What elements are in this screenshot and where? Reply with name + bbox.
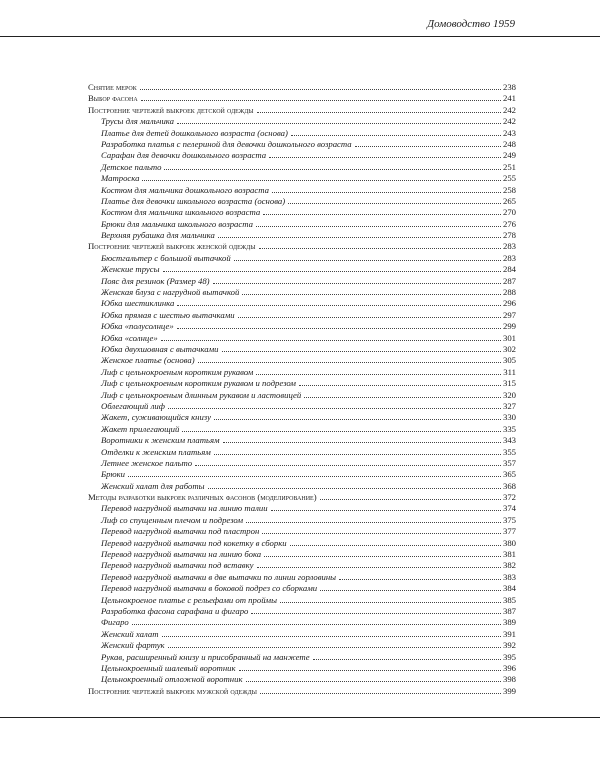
toc-entry (88, 572, 516, 583)
toc-entry-page: 305 (502, 355, 516, 366)
toc-entry-page: 335 (502, 423, 516, 434)
dot-leader (320, 589, 501, 591)
toc-entry-title: Матроска (101, 173, 140, 184)
toc-entry-title: Брюки (101, 469, 126, 480)
toc-entry-title: Цельнокроенный отложной воротник (101, 674, 243, 685)
toc-entry-title: Юбка двухшовная с вытачками (101, 343, 219, 354)
toc-entry-page: 242 (502, 116, 516, 127)
toc-entry-page: 368 (502, 480, 516, 491)
toc-entry-page: 380 (502, 537, 516, 548)
toc-entry (88, 196, 516, 207)
toc-entry-page: 287 (502, 275, 516, 286)
toc-entry-page: 243 (502, 127, 516, 138)
toc-entry-title: Лиф с цельнокроеным коротким рукавом и подрезом (101, 378, 296, 389)
toc-entry-page: 251 (502, 161, 516, 172)
toc-entry-title: Облегающий лиф (101, 400, 165, 411)
toc-entry-page: 320 (502, 389, 516, 400)
dot-leader (239, 669, 501, 671)
dot-leader (257, 111, 501, 113)
toc-entry-title: Юбка прямая с шестью вытачками (101, 309, 235, 320)
dot-leader (355, 145, 501, 147)
toc-entry (88, 367, 516, 378)
toc-entry-title: Рукав, расширенный книзу и присобранный на манжете (101, 651, 310, 662)
toc-entry (88, 298, 516, 309)
toc-entry-title: Построение чертежей выкроек женской одежды (88, 241, 256, 252)
dot-leader (163, 270, 501, 272)
toc-entry (88, 424, 516, 435)
toc-entry-title: Лиф с цельнокроеным длинным рукавом и ластовицей (101, 389, 302, 400)
toc-entry-page: 398 (502, 674, 516, 685)
toc-entry (88, 674, 516, 685)
table-of-contents (88, 82, 516, 697)
toc-entry (88, 526, 516, 537)
toc-entry (88, 447, 516, 458)
toc-entry-page: 242 (502, 104, 516, 115)
dot-leader (291, 134, 501, 136)
dot-leader (198, 361, 501, 363)
toc-entry-page: 258 (502, 184, 516, 195)
toc-entry (88, 390, 516, 401)
toc-entry (88, 287, 516, 298)
toc-entry-title: Женский халат для работы (101, 480, 205, 491)
toc-entry (88, 560, 516, 571)
dot-leader (257, 566, 501, 568)
toc-entry (88, 162, 516, 173)
dot-leader (195, 464, 501, 466)
toc-section (88, 492, 516, 503)
dot-leader (208, 487, 501, 489)
toc-entry-page: 396 (502, 662, 516, 673)
toc-entry-page: 278 (502, 230, 516, 241)
toc-entry (88, 583, 516, 594)
toc-entry-title: Платье для девочки школьного возраста (основа) (101, 195, 286, 206)
toc-entry (88, 276, 516, 287)
dot-leader (242, 293, 501, 295)
toc-entry-page: 283 (502, 252, 516, 263)
toc-entry-page: 302 (502, 343, 516, 354)
toc-entry-page: 382 (502, 560, 516, 571)
toc-entry-page: 276 (502, 218, 516, 229)
header-rule (0, 36, 600, 37)
toc-entry-title: Выбор фасона (88, 93, 138, 104)
toc-entry-page: 399 (502, 685, 516, 696)
toc-entry-page: 395 (502, 651, 516, 662)
dot-leader (222, 350, 501, 352)
toc-entry-page: 372 (502, 492, 516, 503)
toc-entry-page: 384 (502, 583, 516, 594)
toc-entry (88, 481, 516, 492)
toc-entry-title: Бюстгальтер с большой вытачкой (101, 252, 231, 263)
dot-leader (182, 430, 501, 432)
dot-leader (168, 646, 501, 648)
toc-entry-title: Женские трусы (101, 264, 160, 275)
toc-entry-page: 389 (502, 617, 516, 628)
toc-entry-title: Женский халат (101, 628, 159, 639)
toc-entry-title: Брюки для мальчика школьного возраста (101, 218, 253, 229)
toc-section (88, 686, 516, 697)
toc-entry-page: 238 (502, 82, 516, 92)
dot-leader (132, 623, 501, 625)
toc-entry (88, 139, 516, 150)
dot-leader (304, 396, 501, 398)
dot-leader (256, 225, 501, 227)
toc-entry-page: 385 (502, 594, 516, 605)
running-header-title: Домоводство 1959 (427, 18, 515, 30)
toc-entry-title: Жакет прилегающий (101, 423, 180, 434)
toc-entry-page: 248 (502, 138, 516, 149)
dot-leader (290, 544, 501, 546)
toc-entry (88, 355, 516, 366)
toc-entry (88, 378, 516, 389)
toc-entry-page: 270 (502, 207, 516, 218)
dot-leader (142, 179, 501, 181)
dot-leader (218, 236, 501, 238)
toc-entry-title: Перевод нагрудной вытачки на линию бока (101, 549, 262, 560)
toc-entry-page: 343 (502, 435, 516, 446)
toc-entry-page: 284 (502, 264, 516, 275)
toc-entry (88, 333, 516, 344)
dot-leader (256, 373, 501, 375)
dot-leader (288, 202, 501, 204)
toc-entry-title: Методы разработки выкроек различных фасонов (моделирование) (88, 492, 317, 503)
toc-entry-page: 327 (502, 400, 516, 411)
toc-entry-title: Платье для детей дошкольного возраста (основа) (101, 127, 288, 138)
toc-entry (88, 606, 516, 617)
toc-entry-title: Перевод нагрудной вытачки на линию талии (101, 503, 268, 514)
toc-entry (88, 401, 516, 412)
toc-section (88, 93, 516, 104)
toc-entry (88, 538, 516, 549)
toc-entry-title: Пояс для резинок (Размер 48) (101, 275, 210, 286)
dot-leader (234, 259, 501, 261)
toc-entry-page: 375 (502, 514, 516, 525)
toc-entry-page: 255 (502, 173, 516, 184)
toc-entry-page: 391 (502, 628, 516, 639)
toc-entry-title: Костюм для мальчика дошкольного возраста (101, 184, 269, 195)
toc-entry-title: Женская блуза с нагрудной вытачкой (101, 287, 240, 298)
toc-section (88, 241, 516, 252)
toc-entry (88, 230, 516, 241)
toc-entry (88, 549, 516, 560)
toc-section (88, 105, 516, 116)
dot-leader (168, 407, 501, 409)
toc-entry-title: Сарафан для девочки дошкольного возраста (101, 150, 267, 161)
dot-leader (264, 555, 501, 557)
toc-entry (88, 663, 516, 674)
toc-entry (88, 150, 516, 161)
toc-entry (88, 515, 516, 526)
dot-leader (299, 384, 501, 386)
toc-entry-title: Цельнокроеное платье с рельефами от проймы (101, 594, 277, 605)
toc-entry-title: Перевод нагрудной вытачки под вставку (101, 560, 254, 571)
toc-entry-page: 357 (502, 457, 516, 468)
dot-leader (246, 521, 501, 523)
dot-leader (162, 635, 501, 637)
toc-entry-page: 330 (502, 412, 516, 423)
toc-entry (88, 219, 516, 230)
toc-entry-title: Юбка «солнце» (101, 332, 158, 343)
toc-entry-title: Летнее женское пальто (101, 457, 193, 468)
toc-entry-title: Перевод нагрудной вытачки в боковой подрез со сборками (101, 583, 318, 594)
dot-leader (269, 156, 501, 158)
toc-entry-page: 387 (502, 605, 516, 616)
dot-leader (313, 658, 501, 660)
toc-entry (88, 652, 516, 663)
toc-entry (88, 617, 516, 628)
toc-entry-title: Отделки к женским платьям (101, 446, 211, 457)
dot-leader (141, 99, 501, 101)
toc-entry-title: Перевод нагрудной вытачки под кокетку в сборки (101, 537, 287, 548)
toc-entry-title: Лиф с цельнокроеным коротким рукавом (101, 366, 254, 377)
dot-leader (272, 191, 501, 193)
dot-leader (177, 122, 501, 124)
toc-entry-title: Жакет, суживающийся книзу (101, 412, 211, 423)
toc-entry-title: Снятие мерок (88, 82, 137, 92)
dot-leader (164, 168, 501, 170)
toc-entry-page: 365 (502, 469, 516, 480)
dot-leader (260, 692, 501, 694)
toc-entry-title: Построение чертежей выкроек детской одежды (88, 104, 254, 115)
toc-entry-title: Детское пальто (101, 161, 162, 172)
toc-entry-page: 383 (502, 571, 516, 582)
toc-entry (88, 469, 516, 480)
toc-entry (88, 264, 516, 275)
toc-entry-page: 355 (502, 446, 516, 457)
dot-leader (177, 327, 501, 329)
toc-entry-title: Перевод нагрудной вытачки в две вытачки по линии горловины (101, 571, 337, 582)
toc-entry (88, 435, 516, 446)
dot-leader (140, 88, 501, 90)
toc-entry-page: 296 (502, 298, 516, 309)
toc-entry-page: 315 (502, 378, 516, 389)
toc-entry-page: 283 (502, 241, 516, 252)
toc-entry (88, 185, 516, 196)
toc-entry-title: Разработка фасона сарафана и фигаро (101, 605, 249, 616)
toc-entry-title: Юбка шестиклинка (101, 298, 175, 309)
toc-entry-page: 241 (502, 93, 516, 104)
toc-entry-title: Женский фартук (101, 640, 165, 651)
dot-leader (339, 578, 501, 580)
toc-entry (88, 253, 516, 264)
toc-entry-page: 288 (502, 287, 516, 298)
toc-entry-title: Трусы для мальчика (101, 116, 174, 127)
dot-leader (223, 441, 501, 443)
toc-entry (88, 128, 516, 139)
toc-entry-title: Верхняя рубашка для мальчика (101, 230, 215, 241)
toc-entry-page: 392 (502, 640, 516, 651)
toc-entry-page: 377 (502, 526, 516, 537)
toc-entry-page: 311 (503, 366, 516, 377)
toc-entry-title: Цельнокроенный шалевый воротник (101, 662, 236, 673)
dot-leader (271, 509, 501, 511)
toc-entry-title: Костюм для мальчика школьного возраста (101, 207, 261, 218)
dot-leader (213, 282, 501, 284)
toc-entry-page: 299 (502, 321, 516, 332)
toc-entry-title: Построение чертежей выкроек мужской одежды (88, 685, 257, 696)
dot-leader (238, 316, 501, 318)
footer-rule (0, 717, 600, 718)
toc-entry (88, 344, 516, 355)
dot-leader (214, 418, 501, 420)
toc-entry (88, 116, 516, 127)
toc-entry-page: 374 (502, 503, 516, 514)
toc-entry (88, 503, 516, 514)
toc-entry-page: 381 (502, 549, 516, 560)
dot-leader (251, 612, 501, 614)
dot-leader (280, 601, 501, 603)
toc-entry (88, 458, 516, 469)
dot-leader (262, 532, 501, 534)
toc-entry-title: Перевод нагрудной вытачки под пластрон (101, 526, 260, 537)
toc-section (88, 82, 516, 93)
dot-leader (128, 475, 501, 477)
dot-leader (161, 339, 501, 341)
dot-leader (177, 304, 501, 306)
dot-leader (263, 213, 501, 215)
toc-entry (88, 412, 516, 423)
toc-entry (88, 640, 516, 651)
dot-leader (320, 498, 501, 500)
toc-entry-page: 265 (502, 195, 516, 206)
toc-entry-title: Юбка «полусолнце» (101, 321, 174, 332)
toc-entry-page: 297 (502, 309, 516, 320)
toc-entry (88, 207, 516, 218)
toc-entry-page: 301 (502, 332, 516, 343)
toc-entry-page: 249 (502, 150, 516, 161)
toc-entry-title: Фигаро (101, 617, 129, 628)
toc-entry (88, 173, 516, 184)
toc-entry (88, 310, 516, 321)
toc-entry (88, 629, 516, 640)
toc-entry (88, 321, 516, 332)
toc-entry-title: Воротники к женским платьям (101, 435, 220, 446)
toc-entry-title: Разработка платья с пелериной для девочки дошкольного возраста (101, 138, 352, 149)
toc-entry (88, 595, 516, 606)
toc-entry-title: Лиф со спущенным плечом и подрезом (101, 514, 243, 525)
toc-entry-title: Женское платье (основа) (101, 355, 195, 366)
dot-leader (246, 680, 501, 682)
dot-leader (214, 453, 501, 455)
dot-leader (259, 247, 501, 249)
